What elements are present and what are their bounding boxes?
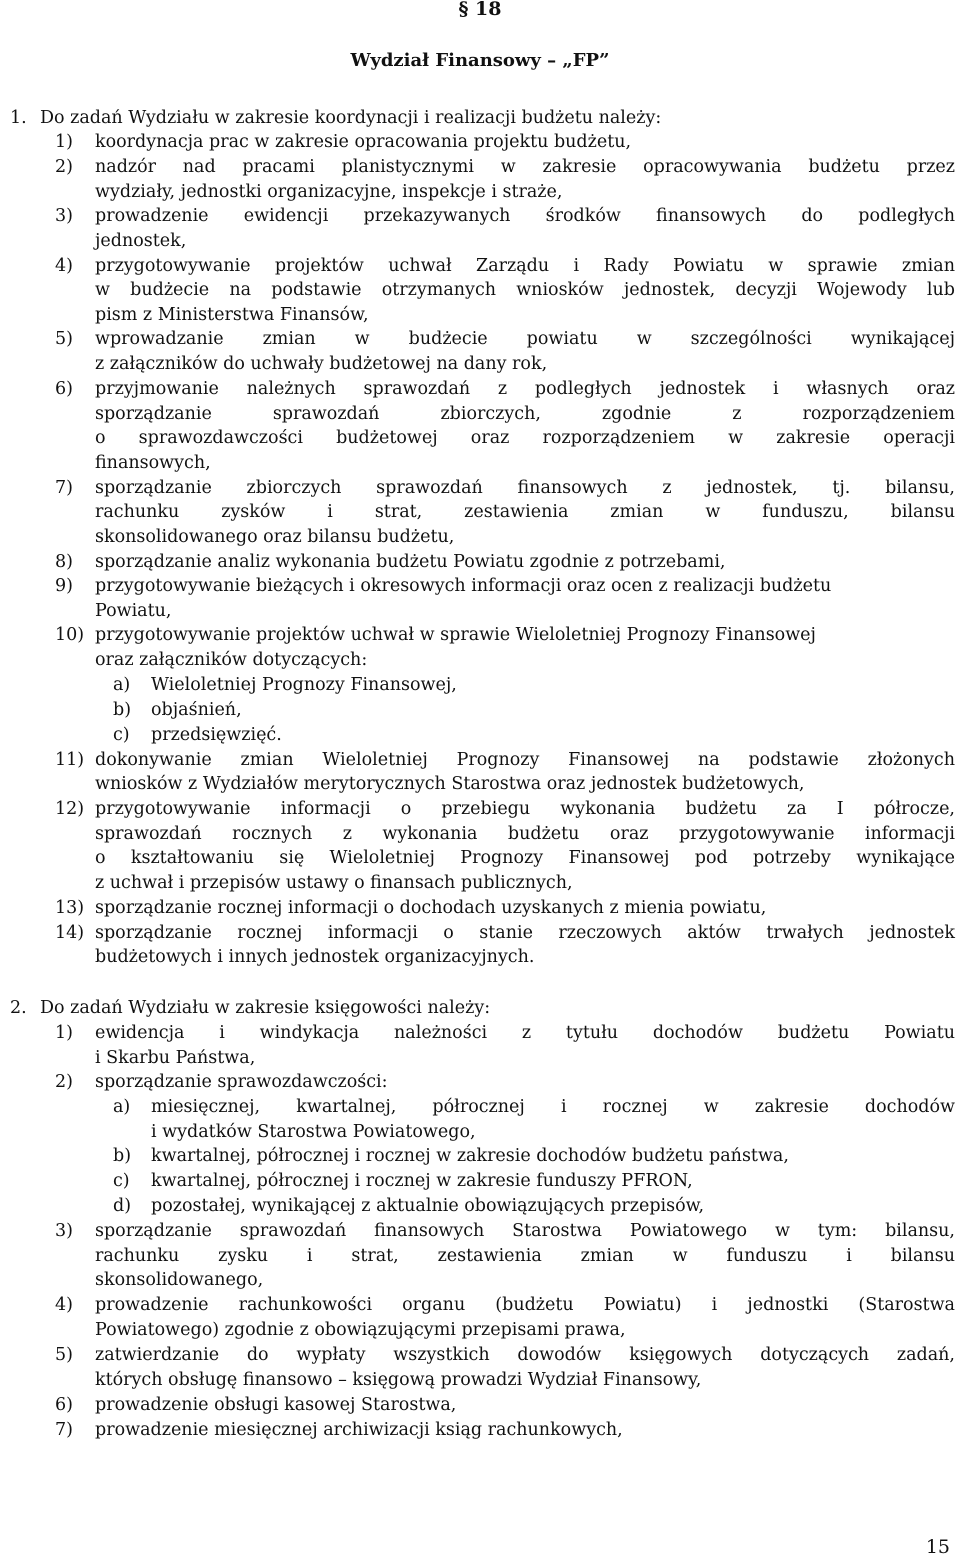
list-item-text: przygotowywanie projektów uchwał Zarządu i Rady Powiatu w sprawie zmian <box>95 256 955 276</box>
list-item-continuation: skonsolidowanego, <box>95 1270 264 1290</box>
list-item-text: miesięcznej, kwartalnej, półrocznej i rocznej w zakresie dochodów <box>151 1097 955 1117</box>
list-item-text: sporządzanie sprawozdań finansowych Starostwa Powiatowego w tym: bilansu, <box>95 1221 955 1241</box>
list-item-number: 12) <box>55 799 85 819</box>
list-item-continuation: i wydatków Starostwa Powiatowego, <box>151 1122 476 1142</box>
list-item-continuation: jednostek, <box>95 231 187 251</box>
list-item-number: 9) <box>55 576 73 596</box>
list-item-number: 14) <box>55 923 85 943</box>
list-item-text: Do zadań Wydziału w zakresie koordynacji i realizacji budżetu należy: <box>40 108 662 128</box>
list-item-number: b) <box>113 1146 132 1166</box>
list-item-number: 2) <box>55 1072 73 1092</box>
list-item-number: 11) <box>55 750 85 770</box>
list-item-continuation: o sprawozdawczości budżetowej oraz rozporządzeniem w zakresie operacji <box>95 428 955 448</box>
list-item-number: 6) <box>55 379 73 399</box>
list-item-continuation: z załączników do uchwały budżetowej na dany rok, <box>95 354 548 374</box>
list-item-number: b) <box>113 700 132 720</box>
list-item-text: kwartalnej, półrocznej i rocznej w zakresie dochodów budżetu państwa, <box>151 1146 789 1166</box>
section-number: § 18 <box>458 0 502 20</box>
list-item-number: 8) <box>55 552 73 572</box>
list-item-text: nadzór nad pracami planistycznymi w zakresie opracowywania budżetu przez <box>95 157 955 177</box>
list-item-continuation: których obsługę finansowo – księgową prowadzi Wydział Finansowy, <box>95 1370 702 1390</box>
list-item-continuation: rachunku zysku i strat, zestawienia zmian w funduszu i bilansu <box>95 1246 955 1266</box>
list-item-continuation: wydziały, jednostki organizacyjne, inspekcje i straże, <box>95 182 563 202</box>
list-item-continuation: z uchwał i przepisów ustawy o finansach publicznych, <box>95 873 573 893</box>
list-item-continuation: i Skarbu Państwa, <box>95 1048 256 1068</box>
list-item-continuation: sporządzanie sprawozdań zbiorczych, zgodnie z rozporządzeniem <box>95 404 955 424</box>
list-item-number: 1) <box>55 1023 73 1043</box>
list-item-number: 7) <box>55 478 73 498</box>
list-item-continuation: oraz załączników dotyczących: <box>95 650 368 670</box>
list-item-text: kwartalnej, półrocznej i rocznej w zakresie funduszy PFRON, <box>151 1171 693 1191</box>
list-item-text: przygotowywanie projektów uchwał w sprawie Wieloletniej Prognozy Finansowej <box>95 625 816 645</box>
list-item-text: Wieloletniej Prognozy Finansowej, <box>151 675 457 695</box>
list-item-text: przygotowywanie informacji o przebiegu wykonania budżetu za I półrocze, <box>95 799 955 819</box>
list-item-number: 4) <box>55 1295 73 1315</box>
list-item-text: pozostałej, wynikającej z aktualnie obowiązujących przepisów, <box>151 1196 705 1216</box>
list-item-number: 7) <box>55 1420 73 1440</box>
list-item-text: prowadzenie rachunkowości organu (budżetu Powiatu) i jednostki (Starostwa <box>95 1295 955 1315</box>
list-item-text: prowadzenie miesięcznej archiwizacji ksiąg rachunkowych, <box>95 1420 623 1440</box>
list-item-continuation: pism z Ministerstwa Finansów, <box>95 305 369 325</box>
list-item-number: d) <box>113 1196 132 1216</box>
list-item-continuation: Powiatowego) zgodnie z obowiązującymi przepisami prawa, <box>95 1320 626 1340</box>
list-item-number: a) <box>113 1097 131 1117</box>
list-item-text: sporządzanie sprawozdawczości: <box>95 1072 388 1092</box>
list-item-continuation: finansowych, <box>95 453 211 473</box>
list-item-continuation: wniosków z Wydziałów merytorycznych Starostwa oraz jednostek budżetowych, <box>95 774 805 794</box>
list-item-continuation: Powiatu, <box>95 601 172 621</box>
list-item-number: a) <box>113 675 131 695</box>
list-item-continuation: w budżecie na podstawie otrzymanych wniosków jednostek, decyzji Wojewody lub <box>95 280 955 300</box>
list-item-text: zatwierdzanie do wypłaty wszystkich dowodów księgowych dotyczących zadań, <box>95 1345 955 1365</box>
list-item-text: przedsięwzięć. <box>151 725 282 745</box>
list-item-text: ewidencja i windykacja należności z tytułu dochodów budżetu Powiatu <box>95 1023 955 1043</box>
list-item-number: 2) <box>55 157 73 177</box>
list-item-number: 10) <box>55 625 85 645</box>
list-item-text: przygotowywanie bieżących i okresowych informacji oraz ocen z realizacji budżetu <box>95 576 832 596</box>
list-item-number: 5) <box>55 1345 73 1365</box>
list-item-number: 13) <box>55 898 85 918</box>
list-item-text: prowadzenie ewidencji przekazywanych środków finansowych do podległych <box>95 206 955 226</box>
list-item-number: 3) <box>55 1221 73 1241</box>
list-item-text: sporządzanie zbiorczych sprawozdań finansowych z jednostek, tj. bilansu, <box>95 478 955 498</box>
list-item-text: prowadzenie obsługi kasowej Starostwa, <box>95 1395 457 1415</box>
list-item-text: sporządzanie rocznej informacji o dochodach uzyskanych z mienia powiatu, <box>95 898 767 918</box>
list-item-continuation: sprawozdań rocznych z wykonania budżetu oraz przygotowywanie informacji <box>95 824 955 844</box>
department-title: Wydział Finansowy – „FP” <box>350 50 610 71</box>
list-item-text: Do zadań Wydziału w zakresie księgowości należy: <box>40 998 491 1018</box>
list-item-number: 3) <box>55 206 73 226</box>
list-item-number: 1. <box>10 108 27 128</box>
list-item-text: koordynacja prac w zakresie opracowania projektu budżetu, <box>95 132 632 152</box>
list-item-text: objaśnień, <box>151 700 242 720</box>
list-item-continuation: skonsolidowanego oraz bilansu budżetu, <box>95 527 455 547</box>
list-item-number: 2. <box>10 998 27 1018</box>
list-item-text: sporządzanie analiz wykonania budżetu Powiatu zgodnie z potrzebami, <box>95 552 726 572</box>
list-item-text: dokonywanie zmian Wieloletniej Prognozy Finansowej na podstawie złożonych <box>95 750 955 770</box>
list-item-number: 1) <box>55 132 73 152</box>
list-item-number: c) <box>113 1171 130 1191</box>
list-item-continuation: o kształtowaniu się Wieloletniej Prognozy Finansowej pod potrzeby wynikające <box>95 848 955 868</box>
list-item-number: 6) <box>55 1395 73 1415</box>
list-item-continuation: budżetowych i innych jednostek organizacyjnych. <box>95 947 535 967</box>
page-number: 15 <box>925 1536 950 1558</box>
list-item-number: 5) <box>55 329 73 349</box>
list-item-number: 4) <box>55 256 73 276</box>
list-item-text: wprowadzanie zmian w budżecie powiatu w szczególności wynikającej <box>95 329 955 349</box>
list-item-text: przyjmowanie należnych sprawozdań z podległych jednostek i własnych oraz <box>95 379 955 399</box>
list-item-number: c) <box>113 725 130 745</box>
list-item-text: sporządzanie rocznej informacji o stanie rzeczowych aktów trwałych jednostek <box>95 923 955 943</box>
list-item-continuation: rachunku zysków i strat, zestawienia zmian w funduszu, bilansu <box>95 502 955 522</box>
